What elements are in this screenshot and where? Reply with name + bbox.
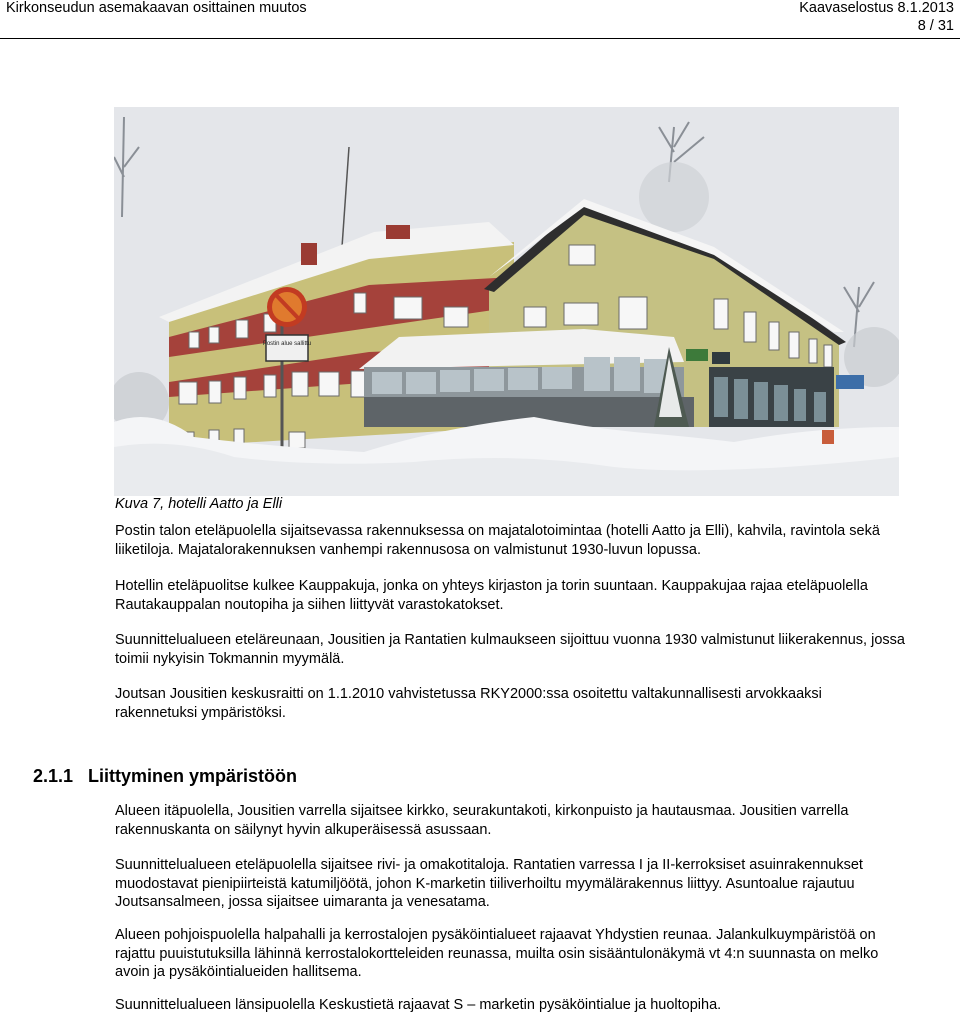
paragraph-east: Alueen itäpuolella, Jousitien varrella sijaitsee kirkko, seurakuntakoti, kirkonpuisto ja hautausmaa. Jousitien varrella rakennuskanta on säilynyt hyvin alkuperäisessä asussaan. — [115, 803, 849, 838]
paragraph-hotel: Postin talon eteläpuolella sijaitsevassa rakennuksessa on majatalotoimintaa (hotelli Aatto ja Elli), kahvila, ravintola sekä liiketiloja. Majatalorakennuksen vanhempi rakennusosa on valmistunut 1930-luvun lopussa. — [115, 523, 880, 558]
paragraph-south: Suunnittelualueen eteläpuolella sijaitsee rivi- ja omakotitaloja. Rantatien varressa I ja II-kerroksiset asuinrakennukset muodostavat pienipiirteistä katumiljöötä, johon K-marketin tiiliverhoiltu myymälärakennus liittyy. Asuntoalue rajautuu Joutsansalmeen, jossa sijaitsee uimaranta ja venesatama. — [115, 857, 863, 910]
paragraph-kauppakuja: Hotellin eteläpuolitse kulkee Kauppakuja, jonka on yhteys kirjaston ja torin suuntaan. Kauppakujaa rajaa eteläpuolella Rautakauppalan noutopiha ja siihen liittyvät varastokatokset. — [115, 578, 868, 613]
sign-text: Postin alue sallittu — [262, 341, 312, 347]
section-title: Liittyminen ympäristöön — [88, 766, 298, 786]
page-number: 8 / 31 — [917, 18, 954, 34]
section-number: 2.1.1 — [33, 766, 74, 786]
document-title: Kirkonseudun asemakaavan osittainen muutos — [6, 0, 307, 16]
paragraph-west: Suunnittelualueen länsipuolella Keskustietä rajaavat S – marketin pysäköintialue ja huoltopiha. — [115, 997, 722, 1013]
photo-caption: Kuva 7, hotelli Aatto ja Elli — [115, 496, 283, 512]
paragraph-tokmanni: Suunnittelualueen eteläreunaan, Jousitien ja Rantatien kulmaukseen sijoittuu vuonna 1930 valmistunut liikerakennus, jossa toimii nykyisin Tokmannin myymälä. — [115, 632, 905, 667]
section-heading — [33, 766, 297, 787]
paragraph-rky: Joutsan Jousitien keskusraitti on 1.1.2010 vahvistetussa RKY2000:ssa osoitettu valtakunnallisesti arvokkaaksi rakennetuksi ympäristöksi. — [115, 686, 822, 721]
paragraph-north: Alueen pohjoispuolella halpahalli ja kerrostalojen pysäköintialueet rajaavat Yhdystien reunaa. Jalankulkuympäristöä on rajattu puuistutuksilla lähinnä kerrostalokortteleiden reunassa, muilta osin sisääntulonäkymä vt 4:n suunnasta on melko avoin ja pysäköintialueiden hallitsema. — [115, 927, 879, 980]
hotel-photo — [114, 107, 899, 496]
page-header — [0, 0, 960, 39]
document-type-date: Kaavaselostus 8.1.2013 — [799, 0, 954, 16]
